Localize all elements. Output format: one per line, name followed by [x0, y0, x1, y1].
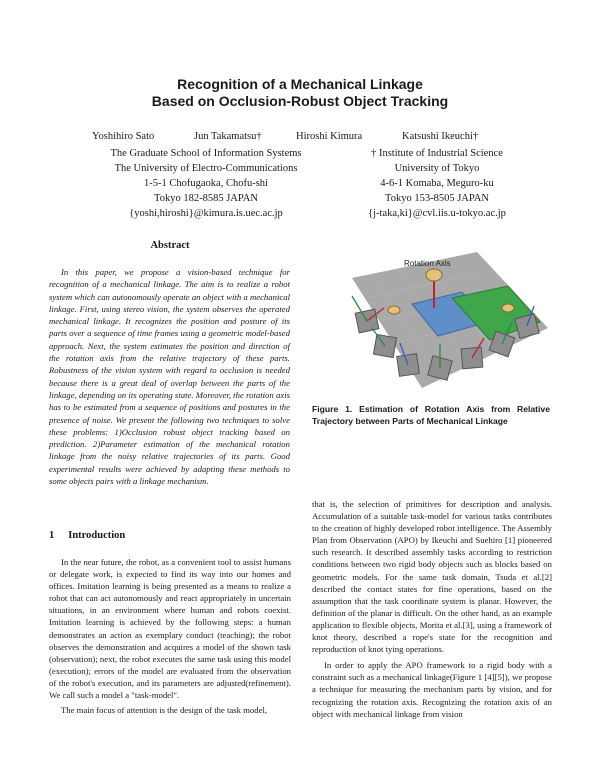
- section-title: Introduction: [68, 530, 126, 541]
- title-line-1: Recognition of a Mechanical Linkage: [177, 76, 423, 92]
- paragraph: The main focus of attention is the design of the task model,: [61, 705, 268, 716]
- affiliation-line: Tokyo 182-8585 JAPAN: [154, 193, 258, 204]
- abstract-heading: Abstract: [150, 240, 190, 251]
- author-list: [0, 131, 600, 145]
- figure-1: [312, 248, 552, 398]
- title-line-2: Based on Occlusion-Robust Object Tracking: [151, 93, 449, 109]
- affiliation-line: 1-5-1 Chofugaoka, Chofu-shi: [144, 178, 268, 189]
- affiliation-right: [322, 146, 552, 221]
- paragraph: In order to apply the APO framework to a rigid body with a constraint such as a mechanical linkage(Figure 1 [4][5]), we propose a technique for measuring the mechanism parts by vision, and for recognizing the rotation axis. Recognizing the rotation axis of an object with mechanical linkage from vision: [312, 660, 552, 719]
- author-name: Jun Takamatsu†: [194, 131, 262, 142]
- affiliation-line: The Graduate School of Information Systems: [110, 148, 302, 159]
- figure-1-illustration: [312, 248, 552, 398]
- section-heading: [49, 530, 125, 541]
- affiliation-line: 4-6-1 Komaba, Meguro-ku: [380, 178, 494, 189]
- introduction-text: [49, 556, 291, 716]
- rotation-axis-label: Rotation Axis: [404, 259, 451, 268]
- axis-marker: [426, 269, 442, 281]
- joint-marker: [502, 304, 514, 312]
- joint-marker: [388, 306, 400, 314]
- paragraph: that is, the selection of primitives for description and analysis. Accumulation of a suitable task-model for various tasks contributes to the creation of highly developed robot intelligence. The Assembly Plan from Observation (APO) by Ikeuchi and Suehiro [1] pioneered such research. It described assembly tasks according to restriction conditions between two rigid body objects such as blocks based on geometric models. For the same task domain, Tsuda et al.[2] described the contact states for fine operations, based on the assumption that the task coordinate system is planar. However, the definition of the planar is difficult. On the other hand, as an example application to flexible objects, Morita et al.[3], using a framework of knot theory, described a rope's state for the recognition and reproduction of knot tying operations.: [312, 499, 552, 655]
- affiliation-line: Tokyo 153-8505 JAPAN: [385, 193, 489, 204]
- affiliation-line: {yoshi,hiroshi}@kimura.is.uec.ac.jp: [129, 208, 283, 219]
- affiliation-line: † Institute of Industrial Science: [371, 148, 503, 159]
- affiliation-left: [91, 146, 321, 221]
- affiliation-line: The University of Electro-Communications: [114, 163, 298, 174]
- paragraph: In the near future, the robot, as a convenient tool to assist humans or delegate work, is expected to find its way into our homes and offices. Imitation learning is being presented as a means to realize a robot that can act autonomously and react appropriately in uncertain situations, in an environment where human and robots coexist. Imitation learning is achieved by the following steps: a human demonstrates an action as exemplary conduct (teaching); the robot observes the demonstration and acquires a model of the shown task (observation); next, the robot executes the same task using this model (execution); errors of the model are evaluated from the observation of the robot's execution, and its parameters are adjusted(refinement). We call such a model a "task-model".: [49, 557, 291, 701]
- paper-title: [0, 76, 600, 110]
- abstract-text: In this paper, we propose a vision-based technique for recognition of a mechanical linkage. The aim is to realize a robot system which can autonomously operate an object with a mechanical linkage. First, using stereo vision, the system observes the operated mechanical linkage. It recognizes the position and posture of its parts over a sequence of time frames using a geometric model-based approach. Next, the system estimates the position and direction of the rotation axis from the relative trajectory of these parts. Robustness of the vision system with regard to occlusion is needed because there is a great deal of overlap between the parts of the linkage, depending on its operating state. Moreover, the rotation axis has to be estimated from a sequence of positions and postures in the presence of noise. We present the following two techniques to solve these problems: 1)Occlusion robust object tracking based on prediction. 2)Parameter estimation of the mechanical rotation linkage from the noisy relative trajectories of its parts. Good experimental results were achieved by adapting these methods to some objects pairs with a linkage mechanism.: [49, 267, 290, 487]
- section-number: 1: [49, 530, 55, 541]
- author-name: Hiroshi Kimura: [296, 131, 363, 142]
- author-name: Yoshihiro Sato: [92, 131, 155, 142]
- right-column-text: [312, 498, 552, 720]
- author-name: Katsushi Ikeuchi†: [402, 131, 479, 142]
- affiliation-line: University of Tokyo: [394, 163, 480, 174]
- figure-caption: Figure 1. Estimation of Rotation Axis from Relative Trajectory between Parts of Mechanical Linkage: [312, 404, 550, 426]
- affiliation-line: {j-taka,ki}@cvl.iis.u-tokyo.ac.jp: [368, 208, 506, 219]
